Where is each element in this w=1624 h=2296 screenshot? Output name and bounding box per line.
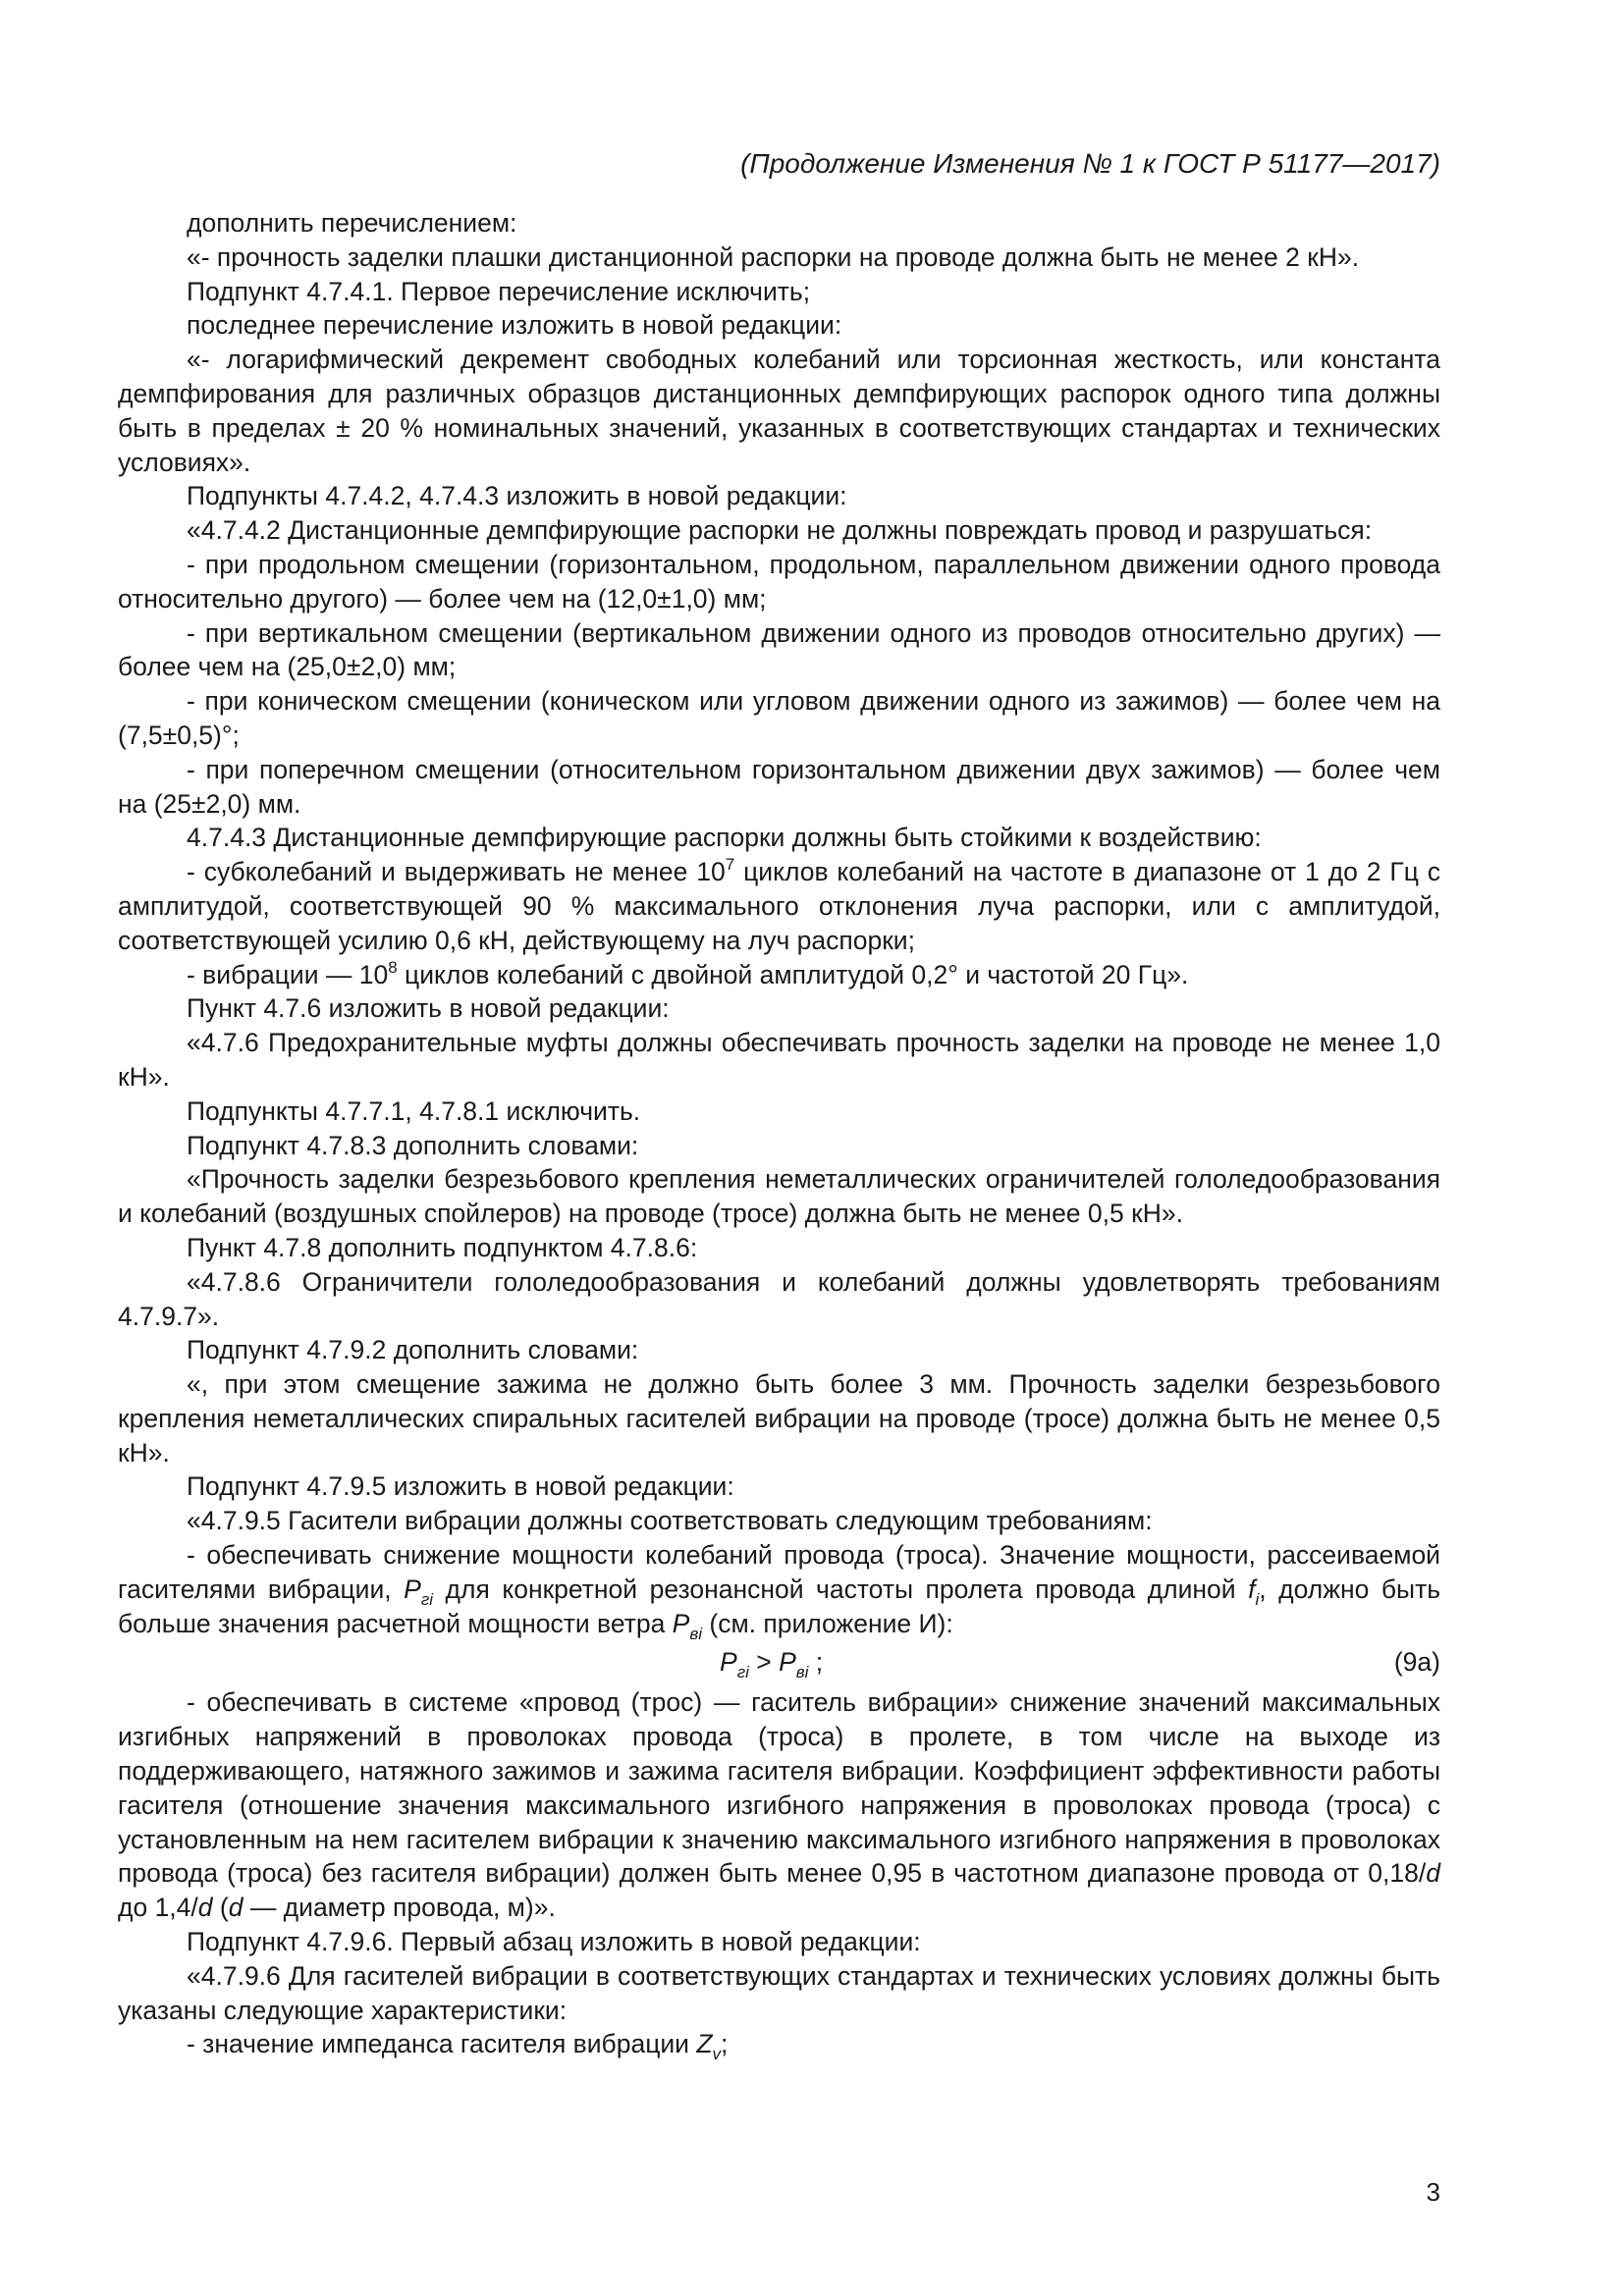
paragraph: Подпункты 4.7.7.1, 4.7.8.1 исключить. xyxy=(187,1095,641,1126)
variable: P xyxy=(404,1574,421,1604)
subscript: вi xyxy=(795,1663,809,1682)
subscript: гi xyxy=(420,1589,433,1609)
paragraph: - при вертикальном смещении (вертикальном движении одного из проводов относительно других) — более чем на (25,0±2,0) мм; xyxy=(118,617,1440,682)
formula xyxy=(720,1645,823,1680)
variable: Z xyxy=(696,2029,713,2059)
subscript: v xyxy=(712,2045,722,2064)
page-header: (Продолжение Изменения № 1 к ГОСТ Р 51177—2017) xyxy=(740,148,1440,179)
paragraph: «4.7.6 Предохранительные муфты должны обеспечивать прочность заделки на проводе не менее 1,0 кН». xyxy=(118,1028,1440,1092)
variable: P xyxy=(779,1647,796,1678)
text-run: циклов колебаний на частоте в диапазоне от 1 до 2 Гц с амплитудой, соответствующей 90 % максимального отклонения луча распорки, или с амплитудой, соответствующей усилию 0,6 кН, действующему на луч распорки; xyxy=(118,857,1440,955)
subscript: гi xyxy=(736,1663,749,1682)
variable: P xyxy=(720,1647,737,1678)
text-run: (см. приложение И): xyxy=(702,1608,953,1638)
paragraph xyxy=(118,855,1440,957)
paragraph: «- логарифмический декремент свободных колебаний или торсионная жесткость, или константа демпфирования для различных образцов дистанционных демпфирующих распорок одного типа должны быть в пределах ± 20 % номинальных значений, указанных в соответствующих стандартах и технических условиях». xyxy=(118,345,1440,477)
text-run: ( xyxy=(212,1893,229,1923)
text-run: циклов колебаний с двойной амплитудой 0,2° и частотой 20 Гц». xyxy=(397,959,1189,989)
paragraph: «Прочность заделки безрезьбового крепления неметаллических ограничителей гололедообразования и колебаний (воздушных спойлеров) на проводе (тросе) должна быть не менее 0,5 кН». xyxy=(118,1164,1440,1229)
superscript: 7 xyxy=(725,855,735,875)
paragraph: «4.7.9.6 Для гасителей вибрации в соответствующих стандартах и технических условиях должны быть указаны следующие характеристики: xyxy=(118,1960,1440,2025)
variable: d xyxy=(228,1893,244,1923)
text-run: ; xyxy=(808,1647,824,1678)
subscript: вi xyxy=(689,1624,703,1643)
text-run: - субколебаний и выдерживать не менее 10 xyxy=(187,857,726,887)
text-run: - обеспечивать снижение мощности колебаний провода (троса). Значение мощности, рассеиваемой гасителями вибрации, xyxy=(118,1540,1440,1604)
formula-line xyxy=(118,1645,1440,1682)
formula-number: (9а) xyxy=(1393,1647,1440,1678)
text-run: - вибрации — 10 xyxy=(187,959,389,989)
paragraph: «- прочность заделки плашки дистанционной распорки на проводе должна быть не менее 2 кН». xyxy=(187,241,1360,272)
paragraph: Подпункт 4.7.9.2 дополнить словами: xyxy=(187,1335,639,1365)
variable: d xyxy=(197,1893,213,1923)
paragraph xyxy=(118,958,1440,992)
page-number: 3 xyxy=(1426,2177,1440,2207)
paragraph: «4.7.9.5 Гасители вибрации должны соответствовать следующим требованиям: xyxy=(187,1506,1153,1536)
paragraph: - при продольном смещении (горизонтальном, продольном, параллельном движении одного провода относительно другого) — более чем на (12,0±1,0) мм; xyxy=(118,549,1440,614)
paragraph: последнее перечисление изложить в новой редакции: xyxy=(187,310,842,341)
subscript: i xyxy=(1255,1589,1260,1609)
paragraph: Пункт 4.7.8 дополнить подпунктом 4.7.8.6: xyxy=(187,1232,698,1262)
paragraph xyxy=(118,1685,1440,1925)
paragraph: Подпункт 4.7.4.1. Первое перечисление исключить; xyxy=(187,276,811,306)
operator: > xyxy=(748,1647,780,1678)
paragraph xyxy=(118,1538,1441,1643)
document-body xyxy=(118,206,1441,2064)
text-run: - значение импеданса гасителя вибрации xyxy=(187,2029,697,2059)
paragraph: Пункт 4.7.6 изложить в новой редакции: xyxy=(187,993,670,1024)
text-run: - обеспечивать в системе «провод (трос) — гаситель вибрации» снижение значений максимальных изгибных напряжений в проволоках провода (троса) в пролете, в том числе на выходе из поддерживающего, натяжного зажимов и зажима гасителя вибрации. Коэффициент эффективности работы гасителя (отношение значения максимального изгибного напряжения в проволоках провода (троса) с установленным на нем гасителем вибрации к значению максимального изгибного напряжения в проволоках провода (троса) без гасителя вибрации) должен быть менее 0,95 в частотном диапазоне провода от 0,18/ xyxy=(118,1687,1440,1889)
paragraph: дополнить перечислением: xyxy=(187,208,517,238)
paragraph: «, при этом смещение зажима не должно быть более 3 мм. Прочность заделки безрезьбового крепления неметаллических спиральных гасителей вибрации на проводе (тросе) должна быть не менее 0,5 кН». xyxy=(118,1369,1440,1468)
variable: f xyxy=(1248,1574,1256,1604)
text-run: для конкретной резонансной частоты пролета провода длиной xyxy=(433,1574,1249,1604)
text-run: , должно быть больше значения расчетной мощности ветра xyxy=(118,1574,1441,1638)
superscript: 8 xyxy=(388,957,398,977)
paragraph: 4.7.4.3 Дистанционные демпфирующие распорки должны быть стойкими к воздействию: xyxy=(187,823,1262,853)
paragraph: Подпункт 4.7.9.5 изложить в новой редакции: xyxy=(187,1471,734,1502)
text-run: до 1,4/ xyxy=(118,1893,198,1923)
paragraph: - при коническом смещении (коническом или угловом движении одного из зажимов) — более чем на (7,5±0,5)°; xyxy=(118,686,1440,750)
text-run: — диаметр провода, м)». xyxy=(243,1893,556,1923)
variable: d xyxy=(1426,1858,1440,1889)
paragraph xyxy=(118,2027,1440,2064)
paragraph: Подпункт 4.7.8.3 дополнить словами: xyxy=(187,1130,639,1160)
paragraph: - при поперечном смещении (относительном горизонтальном движении двух зажимов) — более чем на (25±2,0) мм. xyxy=(118,754,1440,819)
variable: P xyxy=(672,1608,690,1638)
paragraph: Подпункт 4.7.9.6. Первый абзац изложить в новой редакции: xyxy=(187,1927,921,1957)
paragraph: Подпункты 4.7.4.2, 4.7.4.3 изложить в новой редакции: xyxy=(187,481,847,511)
paragraph: «4.7.4.2 Дистанционные демпфирующие распорки не должны повреждать провод и разрушаться: xyxy=(187,515,1373,546)
text-run: ; xyxy=(721,2029,729,2059)
paragraph: «4.7.8.6 Ограничители гололедообразования и колебаний должны удовлетворять требованиям 4.7.9.7». xyxy=(118,1266,1440,1331)
